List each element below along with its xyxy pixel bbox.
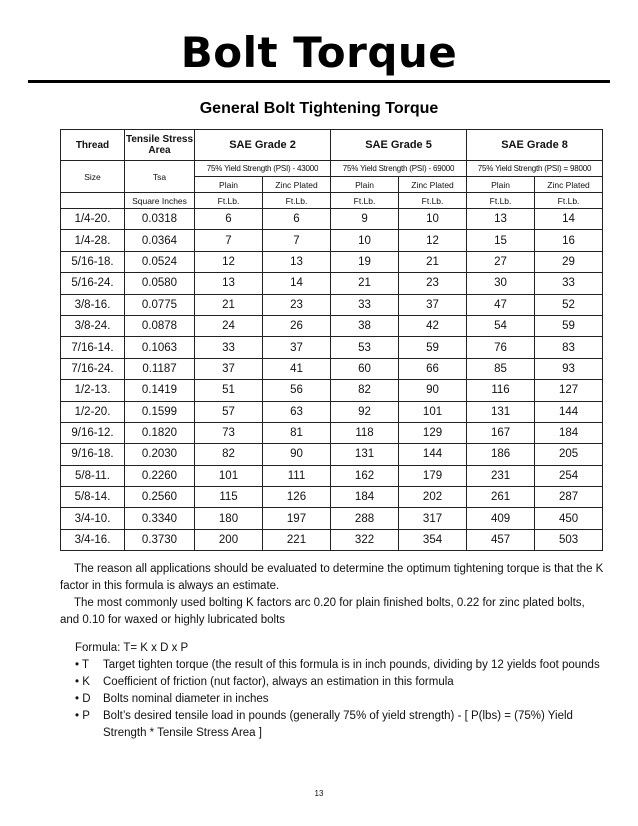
table-row	[61, 508, 603, 529]
table-body	[61, 209, 603, 551]
table-cell: 21	[195, 294, 263, 315]
header-sae-grade-5: SAE Grade 5	[331, 130, 467, 161]
table-cell: 9/16-18.	[61, 444, 125, 465]
header-units-blank	[61, 193, 125, 209]
header-plain-grade-5: Plain	[331, 177, 399, 193]
table-cell: 221	[263, 529, 331, 550]
table-cell: 261	[467, 487, 535, 508]
table-cell: 6	[263, 209, 331, 230]
table-cell: 6	[195, 209, 263, 230]
table-cell: 0.1187	[125, 358, 195, 379]
table-row	[61, 273, 603, 294]
table-cell: 167	[467, 422, 535, 443]
formula-line: Formula: T= K x D x P	[75, 642, 189, 654]
table-cell: 16	[535, 230, 603, 251]
table-cell: 144	[535, 401, 603, 422]
table-cell: 7/16-24.	[61, 358, 125, 379]
table-cell: 27	[467, 251, 535, 272]
header-yield-grade-2: 75% Yield Strength (PSI) - 43000	[195, 161, 331, 177]
table-cell: 13	[467, 209, 535, 230]
table-cell: 26	[263, 315, 331, 336]
table-cell: 0.1820	[125, 422, 195, 443]
table-cell: 14	[535, 209, 603, 230]
table-cell: 3/4-16.	[61, 529, 125, 550]
table-cell: 288	[331, 508, 399, 529]
table-cell: 15	[467, 230, 535, 251]
header-sae-grade-2: SAE Grade 2	[195, 130, 331, 161]
table-cell: 1/2-13.	[61, 380, 125, 401]
list-item	[75, 657, 615, 674]
table-cell: 0.0364	[125, 230, 195, 251]
table-cell: 144	[399, 444, 467, 465]
table-cell: 503	[535, 529, 603, 550]
table-cell: 33	[535, 273, 603, 294]
table-cell: 354	[399, 529, 467, 550]
paragraph-line: The most commonly used bolting K factors arc 0.20 for plain finished bolts, 0.22 for zinc plated bolts,	[74, 597, 585, 609]
table-cell: 90	[263, 444, 331, 465]
table-cell: 231	[467, 465, 535, 486]
table-row	[61, 358, 603, 379]
table-cell: 33	[195, 337, 263, 358]
header-square-inches: Square Inches	[125, 193, 195, 209]
table-cell: 180	[195, 508, 263, 529]
table-cell: 30	[467, 273, 535, 294]
table-cell: 0.1419	[125, 380, 195, 401]
bullet-mark: • T	[75, 659, 90, 671]
header-sae-grade-8: SAE Grade 8	[467, 130, 603, 161]
table-cell: 5/8-14.	[61, 487, 125, 508]
table-cell: 202	[399, 487, 467, 508]
table-cell: 5/16-24.	[61, 273, 125, 294]
header-size: Size	[61, 161, 125, 193]
table-cell: 0.3730	[125, 529, 195, 550]
list-item	[75, 691, 615, 708]
table-cell: 51	[195, 380, 263, 401]
table-cell: 1/2-20.	[61, 401, 125, 422]
table-cell: 0.2260	[125, 465, 195, 486]
bullet-mark: • D	[75, 693, 91, 705]
table-cell: 0.0318	[125, 209, 195, 230]
table-cell: 7/16-14.	[61, 337, 125, 358]
table-row	[61, 337, 603, 358]
bullet-continuation: Strength * Tensile Stress Area ]	[103, 727, 262, 739]
table-title: General Bolt Tightening Torque	[199, 100, 439, 117]
paragraph-k-factor-estimate	[60, 561, 608, 595]
header-plain-grade-2: Plain	[195, 177, 263, 193]
header-ftlb: Ft.Lb.	[467, 193, 535, 209]
table-cell: 0.0580	[125, 273, 195, 294]
page-number: 13	[314, 789, 324, 798]
table-row	[61, 294, 603, 315]
table-cell: 0.0524	[125, 251, 195, 272]
table-cell: 197	[263, 508, 331, 529]
table-cell: 1/4-20.	[61, 209, 125, 230]
bullet-text: Coefficient of friction (nut factor), always an estimation in this formula	[103, 676, 454, 688]
table-row	[61, 444, 603, 465]
header-ftlb: Ft.Lb.	[263, 193, 331, 209]
formula-variable-list	[75, 657, 615, 742]
table-cell: 21	[399, 251, 467, 272]
table-cell: 42	[399, 315, 467, 336]
table-cell: 0.0878	[125, 315, 195, 336]
table-cell: 23	[399, 273, 467, 294]
table-cell: 13	[263, 251, 331, 272]
page-title: Bolt Torque	[180, 28, 458, 77]
table-cell: 205	[535, 444, 603, 465]
table-cell: 0.2030	[125, 444, 195, 465]
table-row	[61, 487, 603, 508]
table-cell: 13	[195, 273, 263, 294]
table-cell: 101	[399, 401, 467, 422]
table-row	[61, 401, 603, 422]
header-zinc-grade-5: Zinc Plated	[399, 177, 467, 193]
header-ftlb: Ft.Lb.	[535, 193, 603, 209]
header-zinc-grade-2: Zinc Plated	[263, 177, 331, 193]
table-cell: 5/16-18.	[61, 251, 125, 272]
table-cell: 184	[535, 422, 603, 443]
table-cell: 92	[331, 401, 399, 422]
table-cell: 7	[195, 230, 263, 251]
table-cell: 131	[331, 444, 399, 465]
table-cell: 111	[263, 465, 331, 486]
table-cell: 101	[195, 465, 263, 486]
table-cell: 186	[467, 444, 535, 465]
bolt-torque-table	[60, 129, 603, 551]
table-cell: 33	[331, 294, 399, 315]
table-row	[61, 315, 603, 336]
table-cell: 118	[331, 422, 399, 443]
table-cell: 409	[467, 508, 535, 529]
table-cell: 10	[399, 209, 467, 230]
table-cell: 21	[331, 273, 399, 294]
table-cell: 184	[331, 487, 399, 508]
header-ftlb: Ft.Lb.	[331, 193, 399, 209]
table-cell: 93	[535, 358, 603, 379]
table-cell: 131	[467, 401, 535, 422]
table-cell: 54	[467, 315, 535, 336]
table-cell: 0.1599	[125, 401, 195, 422]
table-row	[61, 380, 603, 401]
table-row	[61, 251, 603, 272]
header-zinc-grade-8: Zinc Plated	[535, 177, 603, 193]
table-cell: 116	[467, 380, 535, 401]
table-cell: 12	[399, 230, 467, 251]
paragraph-line: The reason all applications should be evaluated to determine the optimum tightening torque is that the K	[74, 563, 604, 575]
table-cell: 322	[331, 529, 399, 550]
bullet-mark: • P	[75, 710, 90, 722]
table-row	[61, 465, 603, 486]
paragraph-line: and 0.10 for waxed or highly lubricated bolts	[60, 614, 286, 626]
table-cell: 457	[467, 529, 535, 550]
table-cell: 37	[263, 337, 331, 358]
table-cell: 81	[263, 422, 331, 443]
header-yield-grade-5: 75% Yield Strength (PSI) - 69000	[331, 161, 467, 177]
table-cell: 126	[263, 487, 331, 508]
paragraph-k-factors	[60, 595, 608, 629]
table-cell: 83	[535, 337, 603, 358]
title-underline	[28, 80, 610, 83]
table-cell: 53	[331, 337, 399, 358]
table-cell: 37	[195, 358, 263, 379]
table-cell: 0.1063	[125, 337, 195, 358]
table-cell: 90	[399, 380, 467, 401]
bullet-mark: • K	[75, 676, 90, 688]
table-cell: 254	[535, 465, 603, 486]
list-item	[75, 708, 615, 725]
table-cell: 82	[195, 444, 263, 465]
bullet-text: Bolt’s desired tensile load in pounds (generally 75% of yield strength) - [ P(lbs) = (75%) Yield	[103, 710, 573, 722]
table-cell: 24	[195, 315, 263, 336]
table-cell: 59	[535, 315, 603, 336]
table-row	[61, 422, 603, 443]
table-cell: 115	[195, 487, 263, 508]
table-cell: 41	[263, 358, 331, 379]
table-cell: 0.3340	[125, 508, 195, 529]
table-cell: 129	[399, 422, 467, 443]
paragraph-line: factor in this formula is always an estimate.	[60, 580, 280, 592]
table-cell: 9	[331, 209, 399, 230]
table-cell: 1/4-28.	[61, 230, 125, 251]
header-thread: Thread	[61, 130, 125, 161]
table-cell: 3/8-24.	[61, 315, 125, 336]
table-cell: 23	[263, 294, 331, 315]
table-cell: 85	[467, 358, 535, 379]
table-cell: 37	[399, 294, 467, 315]
table-cell: 162	[331, 465, 399, 486]
table-cell: 29	[535, 251, 603, 272]
table-cell: 82	[331, 380, 399, 401]
table-cell: 10	[331, 230, 399, 251]
table-cell: 127	[535, 380, 603, 401]
table-cell: 0.0775	[125, 294, 195, 315]
table-row	[61, 230, 603, 251]
table-cell: 317	[399, 508, 467, 529]
table-row	[61, 209, 603, 230]
table-cell: 12	[195, 251, 263, 272]
table-cell: 66	[399, 358, 467, 379]
table-cell: 56	[263, 380, 331, 401]
table-cell: 73	[195, 422, 263, 443]
table-cell: 59	[399, 337, 467, 358]
table-cell: 7	[263, 230, 331, 251]
table-cell: 57	[195, 401, 263, 422]
table-cell: 60	[331, 358, 399, 379]
table-cell: 5/8-11.	[61, 465, 125, 486]
bullet-text: Target tighten torque (the result of this formula is in inch pounds, dividing by 12 yields foot pounds	[103, 659, 600, 671]
table-cell: 38	[331, 315, 399, 336]
table-cell: 9/16-12.	[61, 422, 125, 443]
table-cell: 52	[535, 294, 603, 315]
table-cell: 3/8-16.	[61, 294, 125, 315]
bullet-text: Bolts nominal diameter in inches	[103, 693, 269, 705]
table-row	[61, 529, 603, 550]
list-item	[75, 674, 615, 691]
header-tensile-stress-area: Tensile Stress Area	[125, 130, 195, 161]
header-yield-grade-8: 75% Yield Strength (PSI) = 98000	[467, 161, 603, 177]
table-cell: 200	[195, 529, 263, 550]
header-ftlb: Ft.Lb.	[195, 193, 263, 209]
table-cell: 19	[331, 251, 399, 272]
table-cell: 450	[535, 508, 603, 529]
table-cell: 14	[263, 273, 331, 294]
table-cell: 179	[399, 465, 467, 486]
table-cell: 287	[535, 487, 603, 508]
table-cell: 76	[467, 337, 535, 358]
table-cell: 0.2560	[125, 487, 195, 508]
table-cell: 3/4-10.	[61, 508, 125, 529]
header-plain-grade-8: Plain	[467, 177, 535, 193]
table-cell: 47	[467, 294, 535, 315]
header-ftlb: Ft.Lb.	[399, 193, 467, 209]
header-tsa: Tsa	[125, 161, 195, 193]
table-cell: 63	[263, 401, 331, 422]
